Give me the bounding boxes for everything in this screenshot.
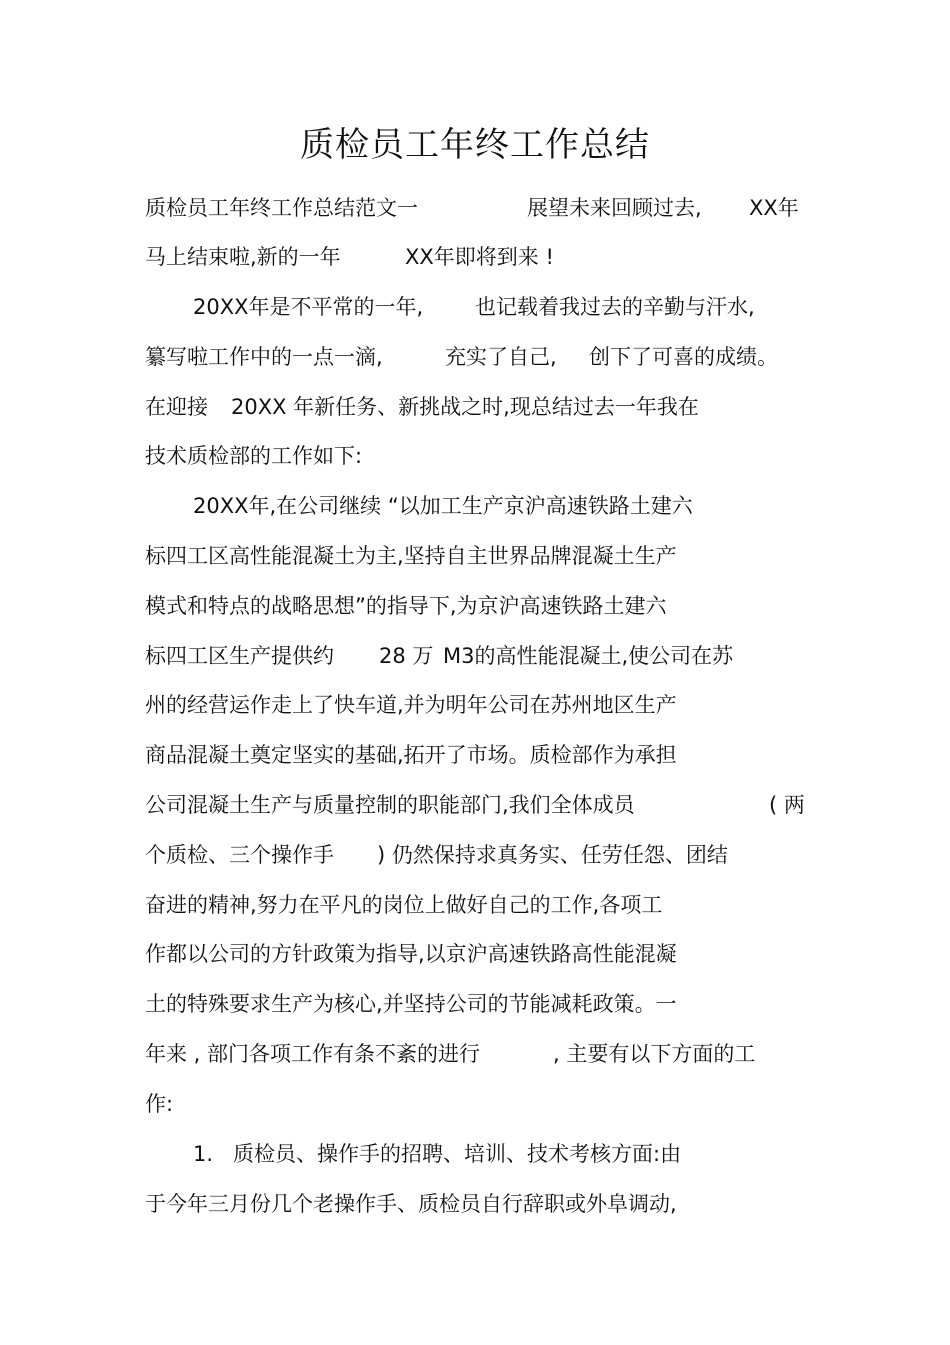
document-title: 质检员工年终工作总结 (300, 125, 650, 165)
text-segment: ) 仍然保持求真务实、任劳任怨、团结 (377, 843, 728, 867)
text-segment: 20XX年,在公司继续 “以加工生产京沪高速铁路土建六 (193, 494, 693, 518)
text-segment: ( 两 (769, 793, 805, 817)
text-segment: 公司混凝土生产与质量控制的职能部门,我们全体成员 (145, 793, 635, 817)
text-segment: 也记载着我过去的辛勤与汗水, (475, 295, 755, 319)
text-segment: 28 万 (379, 644, 434, 668)
text-segment: 于今年三月份几个老操作手、质检员自行辞职或外阜调动, (145, 1192, 677, 1216)
text-segment: XX年即将到来 ! (405, 245, 554, 269)
text-segment: 纂写啦工作中的一点一滴, (145, 345, 383, 369)
text-segment: 奋进的精神,努力在平凡的岗位上做好自己的工作,各项工 (145, 893, 663, 917)
text-segment: 创下了可喜的成绩。 (589, 345, 778, 369)
text-segment: 20XX年是不平常的一年, (193, 295, 424, 319)
text-segment: 标四工区高性能混凝土为主,坚持自主世界品牌混凝土生产 (145, 544, 677, 568)
text-segment: 作都以公司的方针政策为指导,以京沪高速铁路高性能混凝 (145, 942, 677, 966)
text-segment: 质检员、操作手的招聘、培训、技术考核方面:由 (233, 1142, 682, 1166)
text-segment: 展望未来回顾过去, (527, 196, 702, 220)
text-segment: 1. (193, 1142, 214, 1166)
text-segment: 土的特殊要求生产为核心,并坚持公司的节能减耗政策。一 (145, 992, 677, 1016)
text-segment: 在迎接 (145, 395, 208, 419)
text-segment: 模式和特点的战略思想”的指导下,为京沪高速铁路土建六 (145, 594, 667, 618)
text-segment: 标四工区生产提供约 (145, 644, 334, 668)
text-segment: 20XX 年新任务、新挑战之时,现总结过去一年我在 (231, 395, 699, 419)
text-segment: 作: (145, 1092, 174, 1116)
text-segment: 年来 , 部门各项工作有条不紊的进行 (145, 1042, 481, 1066)
text-segment: 充实了自己, (445, 345, 557, 369)
text-segment: , 主要有以下方面的工 (553, 1042, 756, 1066)
text-segment: 质检员工年终工作总结范文一 (145, 196, 418, 220)
text-segment: XX年 (749, 196, 799, 220)
text-segment: 技术质检部的工作如下: (145, 444, 363, 468)
text-segment: M3的高性能混凝土,使公司在苏 (443, 644, 734, 668)
text-segment: 马上结束啦,新的一年 (145, 245, 341, 269)
text-segment: 个质检、三个操作手 (145, 843, 334, 867)
text-segment: 州的经营运作走上了快车道,并为明年公司在苏州地区生产 (145, 693, 677, 717)
text-segment: 商品混凝土奠定坚实的基础,拓开了市场。质检部作为承担 (145, 743, 677, 767)
